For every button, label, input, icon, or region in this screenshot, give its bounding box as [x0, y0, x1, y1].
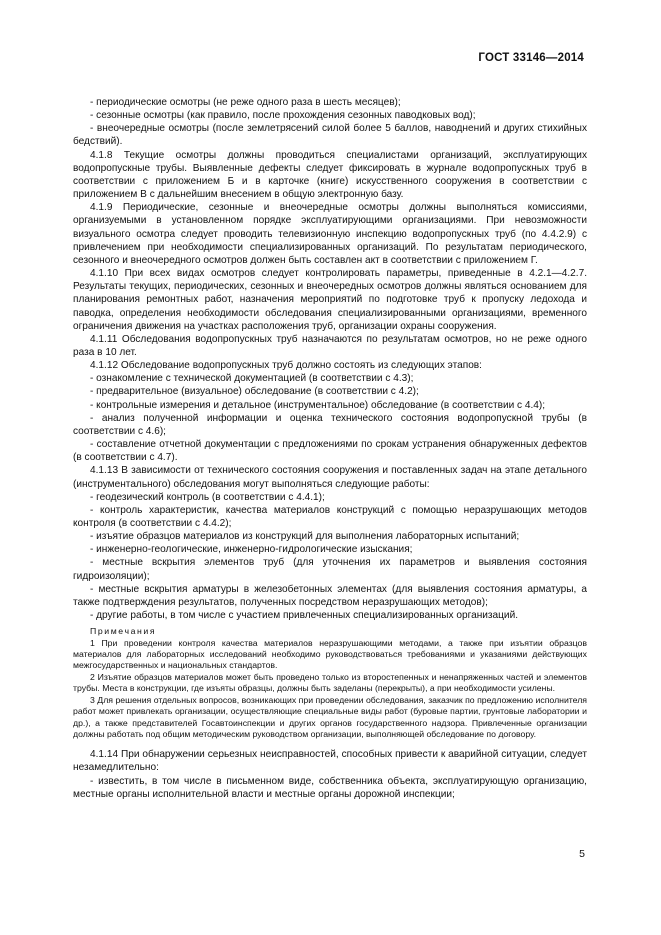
list-item: - геодезический контроль (в соответствии с 4.4.1); [90, 491, 325, 503]
clause-4-1-10: 4.1.10 При всех видах осмотров следует контролировать параметры, приведенные в 4.2.1—4.2.7. Результаты текущих, периодических, сезонных и внеочередных осмотров должны являться основанием для планирования ремонтных работ, назначения мероприятий по подготовке труб к пропуску ледохода и паводка, определения необходимости обследования специализированными организациями, временного ограничения движения на участках расположения труб, организации охраны сооружения. [73, 268, 587, 332]
list-item: - инженерно-геологические, инженерно-гидрологические изыскания; [90, 544, 413, 556]
list-item: - местные вскрытия арматуры в железобетонных элементах (для выявления состояния арматуры, а также подтверждения результатов, полученных посредством неразрушающих методов); [73, 583, 587, 608]
list-item: - контрольные измерения и детальное (инструментальное) обследование (в соответствии с 4.4); [90, 399, 546, 411]
document-body [73, 96, 587, 801]
clause-4-1-14: 4.1.14 При обнаружении серьезных неисправностей, способных привести к аварийной ситуации, следует незамедлительно: [73, 749, 587, 774]
clause-4-1-12: 4.1.12 Обследование водопропускных труб должно состоять из следующих этапов: [90, 360, 482, 372]
list-item: - предварительное (визуальное) обследование (в соответствии с 4.2); [90, 386, 419, 398]
list-item: - местные вскрытия элементов труб (для уточнения их параметров и выявления состояния гидроизоляции); [73, 557, 587, 582]
clause-4-1-9: 4.1.9 Периодические, сезонные и внеочередные осмотры должны выполняться комиссиями, организуемыми в установленном порядке эксплуатирующими организациями. При невозможности визуального осмотра следует проводить телевизионную инспекцию водопропускных труб (по 4.4.2.9) с привлечением при необходимости специализированных организаций. По результатам периодического, сезонного и внеочередного осмотров должен быть составлен акт в соответствии с приложением Г. [73, 202, 587, 266]
notes-title: Примечания [90, 626, 157, 637]
list-item: - составление отчетной документации с предложениями по срокам устранения обнаруженных дефектов (в соответствии с 4.7). [73, 439, 587, 464]
paragraph: - внеочередные осмотры (после землетрясений силой более 5 баллов, наводнений и других стихийных бедствий). [73, 123, 587, 148]
list-item: - контроль характеристик, качества материалов конструкций с помощью неразрушающих методов контроля (в соответствии с 4.4.2); [73, 504, 587, 529]
clause-4-1-13: 4.1.13 В зависимости от технического состояния сооружения и поставленных задач на этапе детального (инструментального) обследования могут выполняться следующие работы: [73, 465, 587, 490]
list-item: - другие работы, в том числе с участием привлеченных специализированных организаций. [90, 610, 519, 622]
list-item: - анализ полученной информации и оценка технического состояния водопропускной трубы (в соответствии с 4.6); [73, 412, 587, 437]
list-item: - изъятие образцов материалов из конструкций для выполнения лабораторных испытаний; [90, 531, 520, 543]
list-item: - известить, в том числе в письменном виде, собственника объекта, эксплуатирующую организацию, местные органы исполнительной власти и местные органы дорожной инспекции; [73, 775, 587, 800]
page-number: 5 [579, 848, 585, 860]
paragraph: - сезонные осмотры (как правило, после прохождения сезонных паводковых вод); [90, 110, 476, 122]
note-item: 3 Для решения отдельных вопросов, возникающих при проведении обследования, заказчик по предложению исполнителя работ может привлекать организации, осуществляющие специальные виды работ (буровые партии, грунтовые лаборатории и др.), а также представителей Госавтоинспекции и других органов государственного надзора. Привлеченные организации должны работать под общим методическим руководством организации, выполняющей обследование по договору. [73, 694, 587, 739]
list-item: - ознакомление с технической документацией (в соответствии с 4.3); [90, 373, 414, 385]
note-item: 2 Изъятие образцов материалов может быть проведено только из второстепенных и ненапряженных частей и элементов трубы. Места в конструкции, где изъяты образцы, должны быть заделаны (перекрыты), а при необходимости усилены. [73, 671, 587, 694]
document-code: ГОСТ 33146—2014 [478, 52, 584, 64]
paragraph: - периодические осмотры (не реже одного раза в шесть месяцев); [90, 97, 401, 108]
note-item: 1 При проведении контроля качества материалов неразрушающими методами, а также при изъятии образцов материалов для лабораторных исследований необходимо руководствоваться требованиями и указаниями действующих межгосударственных и национальных стандартов. [73, 637, 587, 671]
clause-4-1-11: 4.1.11 Обследования водопропускных труб назначаются по результатам осмотров, но не реже одного раза в 10 лет. [73, 333, 587, 358]
clause-4-1-8: 4.1.8 Текущие осмотры должны проводиться специалистами организаций, эксплуатирующих водопропускные трубы. Выявленные дефекты следует фиксировать в журнале водопропускных труб в соответствии с приложением Б и в карточке (книге) искусственного сооружения в соответствии с приложением В с дальнейшим внесением в общую электронную базу. [73, 149, 587, 201]
